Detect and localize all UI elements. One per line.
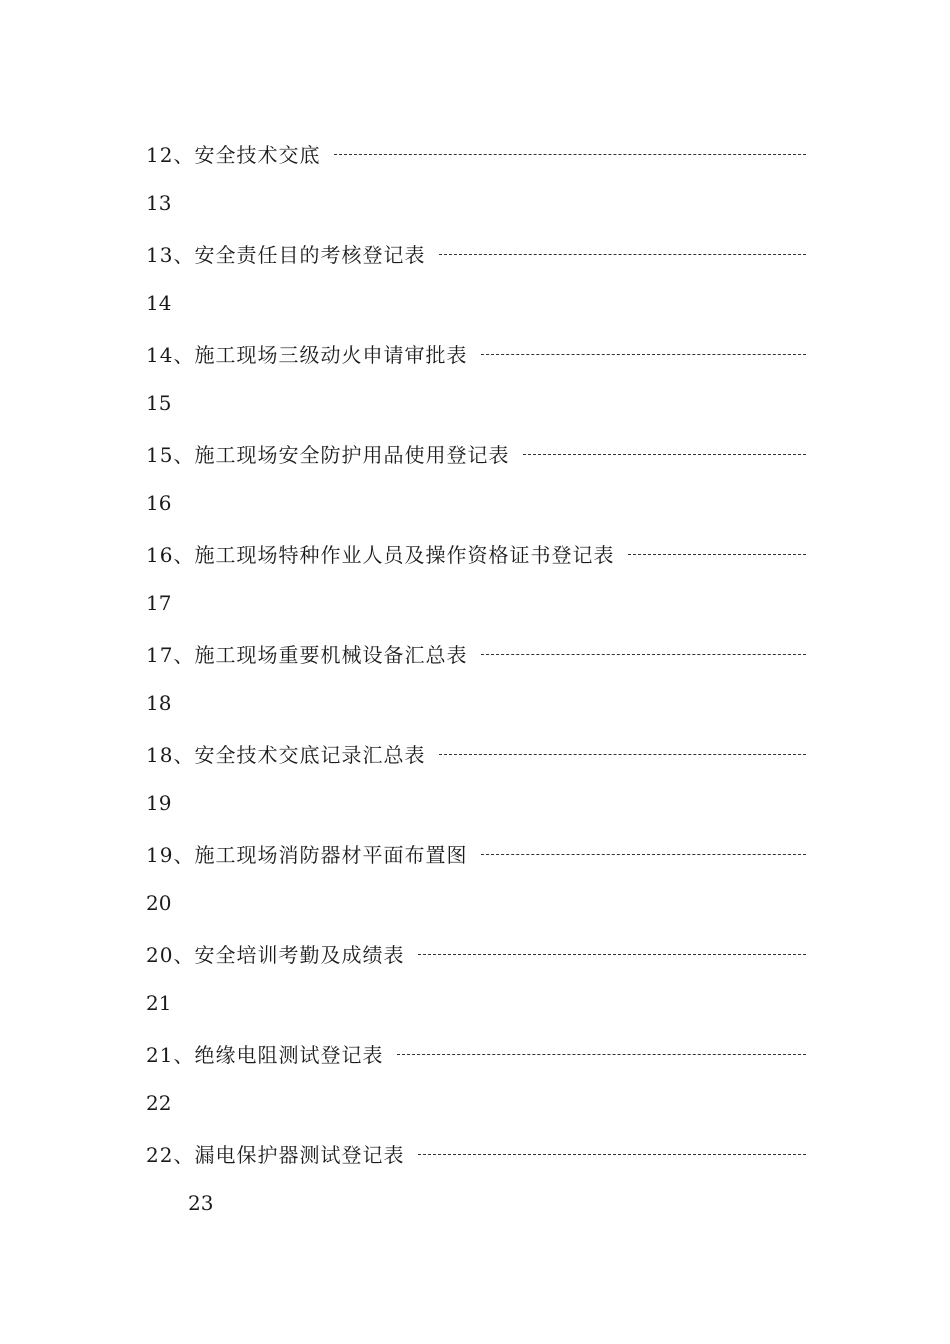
table-of-contents: [146, 128, 806, 1228]
toc-entry: [146, 728, 806, 778]
toc-page-number: 16: [146, 491, 172, 515]
toc-page-number: 15: [146, 391, 172, 415]
toc-entry: [146, 428, 806, 478]
toc-entry-label: 21、绝缘电阻测试登记表: [146, 1042, 384, 1067]
toc-entry-label: 12、安全技术交底: [146, 142, 321, 167]
toc-entry: [146, 528, 806, 578]
toc-page-number: 23: [188, 1191, 214, 1215]
toc-entry: [146, 328, 806, 378]
toc-page-number: 20: [146, 891, 172, 915]
toc-entry: [146, 1128, 806, 1178]
toc-page-number: 14: [146, 291, 172, 315]
toc-entry-label: 13、安全责任目的考核登记表: [146, 242, 426, 267]
toc-page-number: 21: [146, 991, 172, 1015]
toc-entry-label: 16、施工现场特种作业人员及操作资格证书登记表: [146, 542, 615, 567]
dotted-leader: [418, 954, 806, 955]
toc-page-number: 18: [146, 691, 172, 715]
toc-entry-label: 17、施工现场重要机械设备汇总表: [146, 642, 468, 667]
toc-entry-label: 20、安全培训考勤及成绩表: [146, 942, 405, 967]
toc-entry: [146, 928, 806, 978]
toc-entry-label: 15、施工现场安全防护用品使用登记表: [146, 442, 510, 467]
toc-page-number: 13: [146, 191, 172, 215]
dotted-leader: [481, 854, 806, 855]
dotted-leader: [628, 554, 806, 555]
toc-entry-label: 19、施工现场消防器材平面布置图: [146, 842, 468, 867]
dotted-leader: [481, 654, 806, 655]
dotted-leader: [481, 354, 806, 355]
toc-page-number: 22: [146, 1091, 172, 1115]
dotted-leader: [418, 1154, 806, 1155]
toc-entry: [146, 628, 806, 678]
toc-entry-label: 22、漏电保护器测试登记表: [146, 1142, 405, 1167]
dotted-leader: [397, 1054, 806, 1055]
toc-entry: [146, 1028, 806, 1078]
toc-page-number: 17: [146, 591, 172, 615]
toc-entry-label: 14、施工现场三级动火申请审批表: [146, 342, 468, 367]
toc-entry: [146, 128, 806, 178]
dotted-leader: [523, 454, 806, 455]
toc-page-number: 19: [146, 791, 172, 815]
toc-entry: [146, 828, 806, 878]
dotted-leader: [334, 154, 806, 155]
dotted-leader: [439, 254, 806, 255]
toc-entry-label: 18、安全技术交底记录汇总表: [146, 742, 426, 767]
dotted-leader: [439, 754, 806, 755]
toc-entry: [146, 228, 806, 278]
